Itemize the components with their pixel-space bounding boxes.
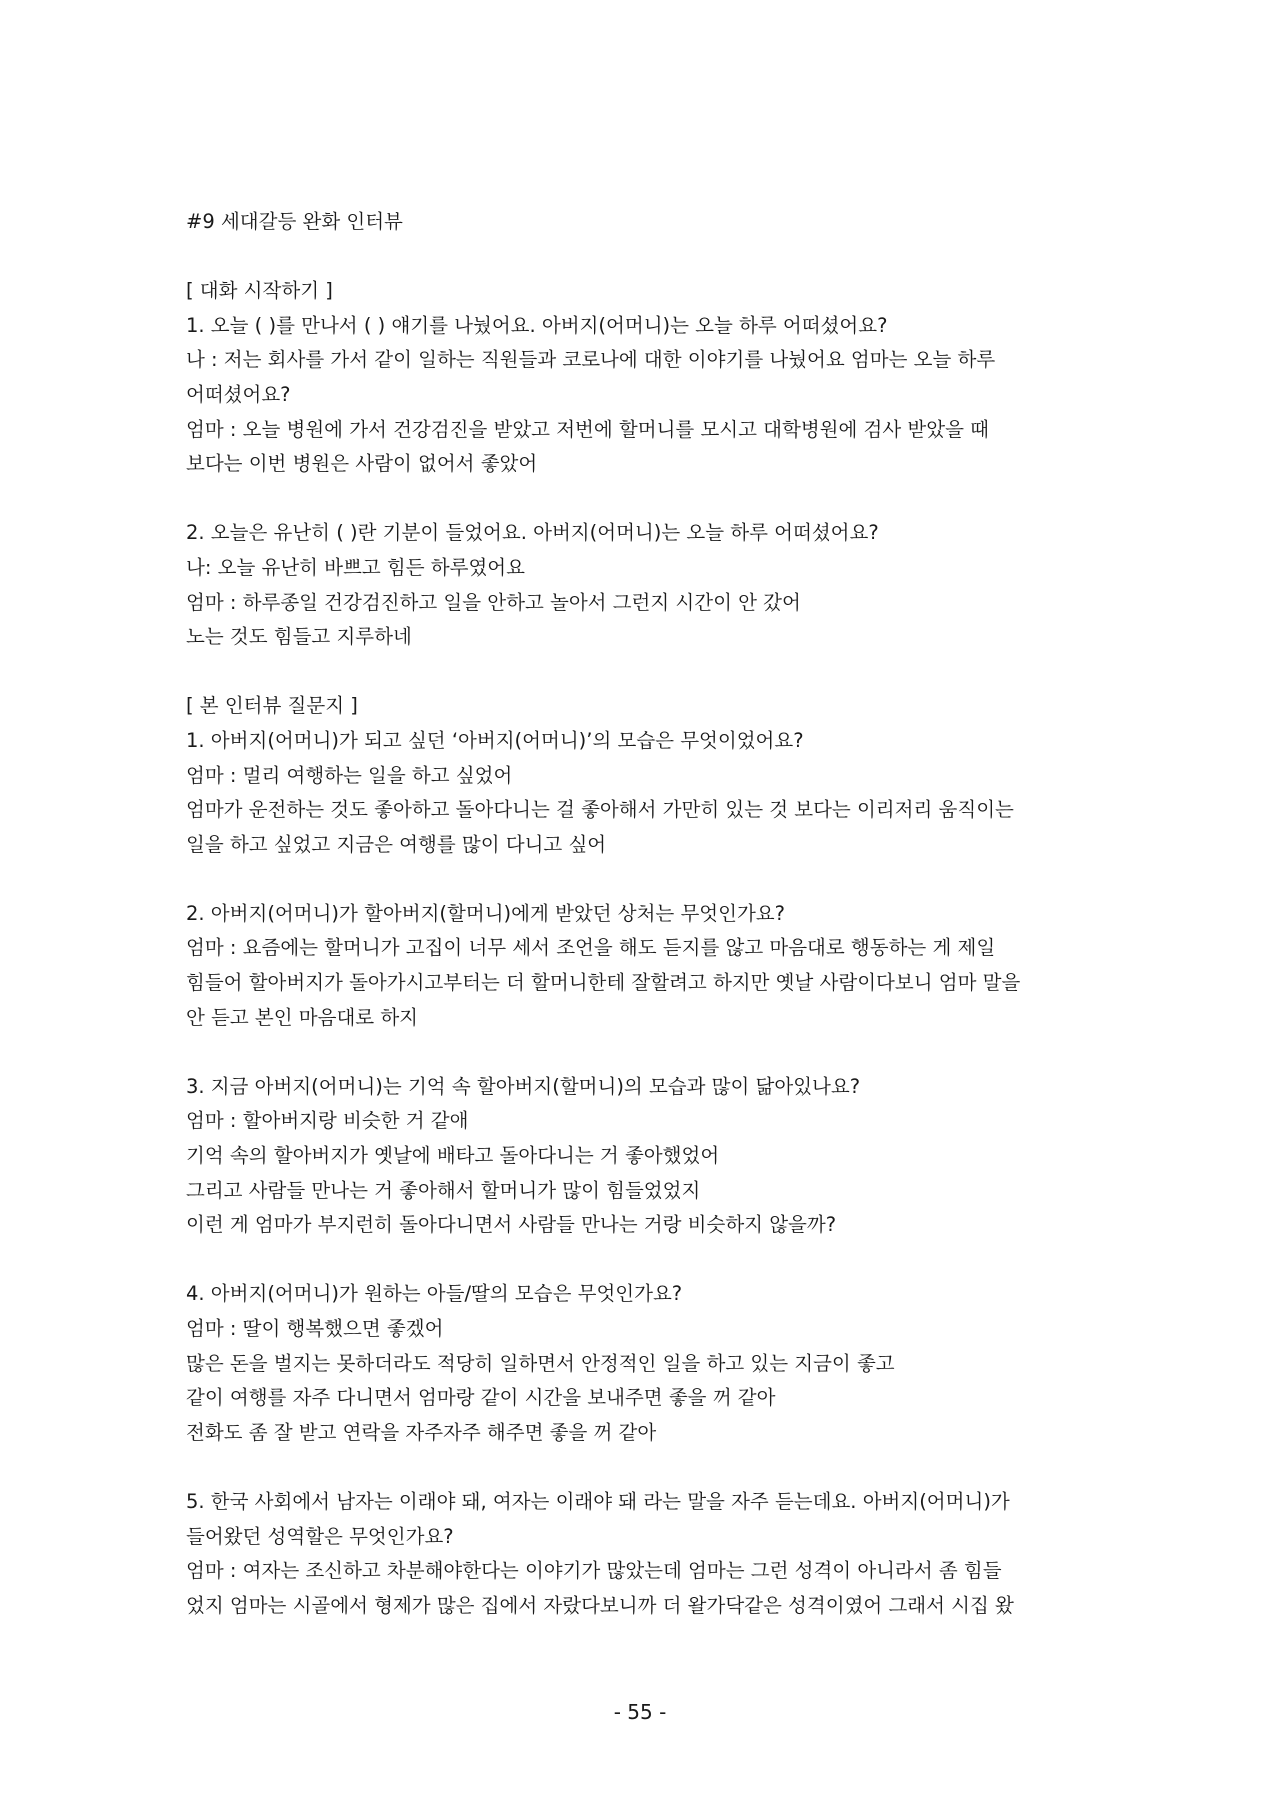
section-heading: [ 본 인터뷰 질문지 ] <box>186 694 358 718</box>
section-conversation-start <box>186 274 1106 655</box>
answer-line: 보다는 이번 병원은 사람이 없어서 좋았어 <box>186 452 538 476</box>
answer-line: 안 듣고 본인 마음대로 하지 <box>186 1005 419 1029</box>
answer-line: 그리고 사람들 만나는 거 좋아해서 할머니가 많이 힘들었었지 <box>186 1178 701 1202</box>
document-title: #9 세대갈등 완화 인터뷰 <box>186 210 403 233</box>
answer-line: 이런 게 엄마가 부지런히 돌아다니면서 사람들 만나는 거랑 비슷하지 않을까? <box>186 1213 837 1237</box>
paragraph-gap <box>186 1243 1106 1278</box>
paragraph-gap <box>186 1035 1106 1070</box>
answer-line: 었지 엄마는 시골에서 형제가 많은 집에서 자랐다보니까 더 왈가닥같은 성격이였어 그래서 시집 왔 <box>186 1593 1014 1617</box>
question-line: 1. 아버지(어머니)가 되고 싶던 ‘아버지(어머니)’의 모습은 무엇이었어요? <box>186 728 804 752</box>
question-line: 1. 오늘 ( )를 만나서 ( ) 얘기를 나눴어요. 아버지(어머니)는 오늘 하루 어떠셨어요? <box>186 313 888 337</box>
question-block <box>186 1277 1106 1450</box>
question-line: 5. 한국 사회에서 남자는 이래야 돼, 여자는 이래야 돼 라는 말을 자주 듣는데요. 아버지(어머니)가 <box>186 1489 1010 1513</box>
section-heading: [ 대화 시작하기 ] <box>186 279 333 303</box>
question-line: 2. 아버지(어머니)가 할아버지(할머니)에게 받았던 상처는 무엇인가요? <box>186 901 785 925</box>
answer-line: 나: 오늘 유난히 바쁘고 힘든 하루였어요 <box>186 555 525 579</box>
answer-line: 엄마 : 할아버지랑 비슷한 거 같애 <box>186 1109 469 1133</box>
answer-line: 일을 하고 싶었고 지금은 여행를 많이 다니고 싶어 <box>186 832 607 856</box>
question-block <box>186 309 1106 482</box>
answer-line: 엄마 : 오늘 병원에 가서 건강검진을 받았고 저번에 할머니를 모시고 대학병원에 검사 받았을 때 <box>186 417 989 441</box>
answer-line: 전화도 좀 잘 받고 연락을 자주자주 해주면 좋을 꺼 같아 <box>186 1420 657 1444</box>
answer-line: 힘들어 할아버지가 돌아가시고부터는 더 할머니한테 잘할려고 하지만 옛날 사람이다보니 엄마 말을 <box>186 971 1021 995</box>
page-number: - 55 - <box>613 1700 667 1724</box>
answer-line: 엄마 : 여자는 조신하고 차분해야한다는 이야기가 많았는데 엄마는 그런 성격이 아니라서 좀 힘들 <box>186 1559 1002 1583</box>
question-line: 2. 오늘은 유난히 ( )란 기분이 들었어요. 아버지(어머니)는 오늘 하루 어떠셨어요? <box>186 521 879 545</box>
question-line: 3. 지금 아버지(어머니)는 기억 속 할아버지(할머니)의 모습과 많이 닮아있나요? <box>186 1074 861 1098</box>
document-body <box>186 205 1106 1623</box>
answer-line: 기억 속의 할아버지가 옛날에 배타고 돌아다니는 거 좋아했었어 <box>186 1144 720 1168</box>
question-block <box>186 724 1106 862</box>
answer-line: 많은 돈을 벌지는 못하더라도 적당히 일하면서 안정적인 일을 하고 있는 지금이 좋고 <box>186 1351 895 1375</box>
answer-line: 엄마 : 딸이 행복했으면 좋겠어 <box>186 1317 444 1340</box>
question-line: 4. 아버지(어머니)가 원하는 아들/딸의 모습은 무엇인가요? <box>186 1282 683 1306</box>
paragraph-gap <box>186 655 1106 690</box>
section-main-interview <box>186 689 1106 1623</box>
question-block <box>186 516 1106 654</box>
question-block <box>186 1485 1106 1623</box>
answer-line: 같이 여행를 자주 다니면서 엄마랑 같이 시간을 보내주면 좋을 꺼 같아 <box>186 1386 776 1410</box>
answer-line: 엄마 : 멀리 여행하는 일을 하고 싶었어 <box>186 763 513 787</box>
answer-line: 엄마가 운전하는 것도 좋아하고 돌아다니는 걸 좋아해서 가만히 있는 것 보다는 이리저리 움직이는 <box>186 798 1014 822</box>
answer-line: 노는 것도 힘들고 지루하네 <box>186 625 412 649</box>
answer-line: 어떠셨어요? <box>186 382 291 406</box>
answer-line: 나 : 저는 회사를 가서 같이 일하는 직원들과 코로나에 대한 이야기를 나눴어요 엄마는 오늘 하루 <box>186 348 996 372</box>
answer-line: 엄마 : 하루종일 건강검진하고 일을 안하고 놀아서 그런지 시간이 안 갔어 <box>186 590 801 614</box>
answer-line: 엄마 : 요즘에는 할머니가 고집이 너무 세서 조언을 해도 듣지를 않고 마음대로 행동하는 게 제일 <box>186 936 996 960</box>
question-line: 들어왔던 성역할은 무엇인가요? <box>186 1524 454 1548</box>
question-block <box>186 1070 1106 1243</box>
paragraph-gap <box>186 482 1106 517</box>
question-block <box>186 897 1106 1035</box>
paragraph-gap <box>186 862 1106 897</box>
paragraph-gap <box>186 1450 1106 1485</box>
